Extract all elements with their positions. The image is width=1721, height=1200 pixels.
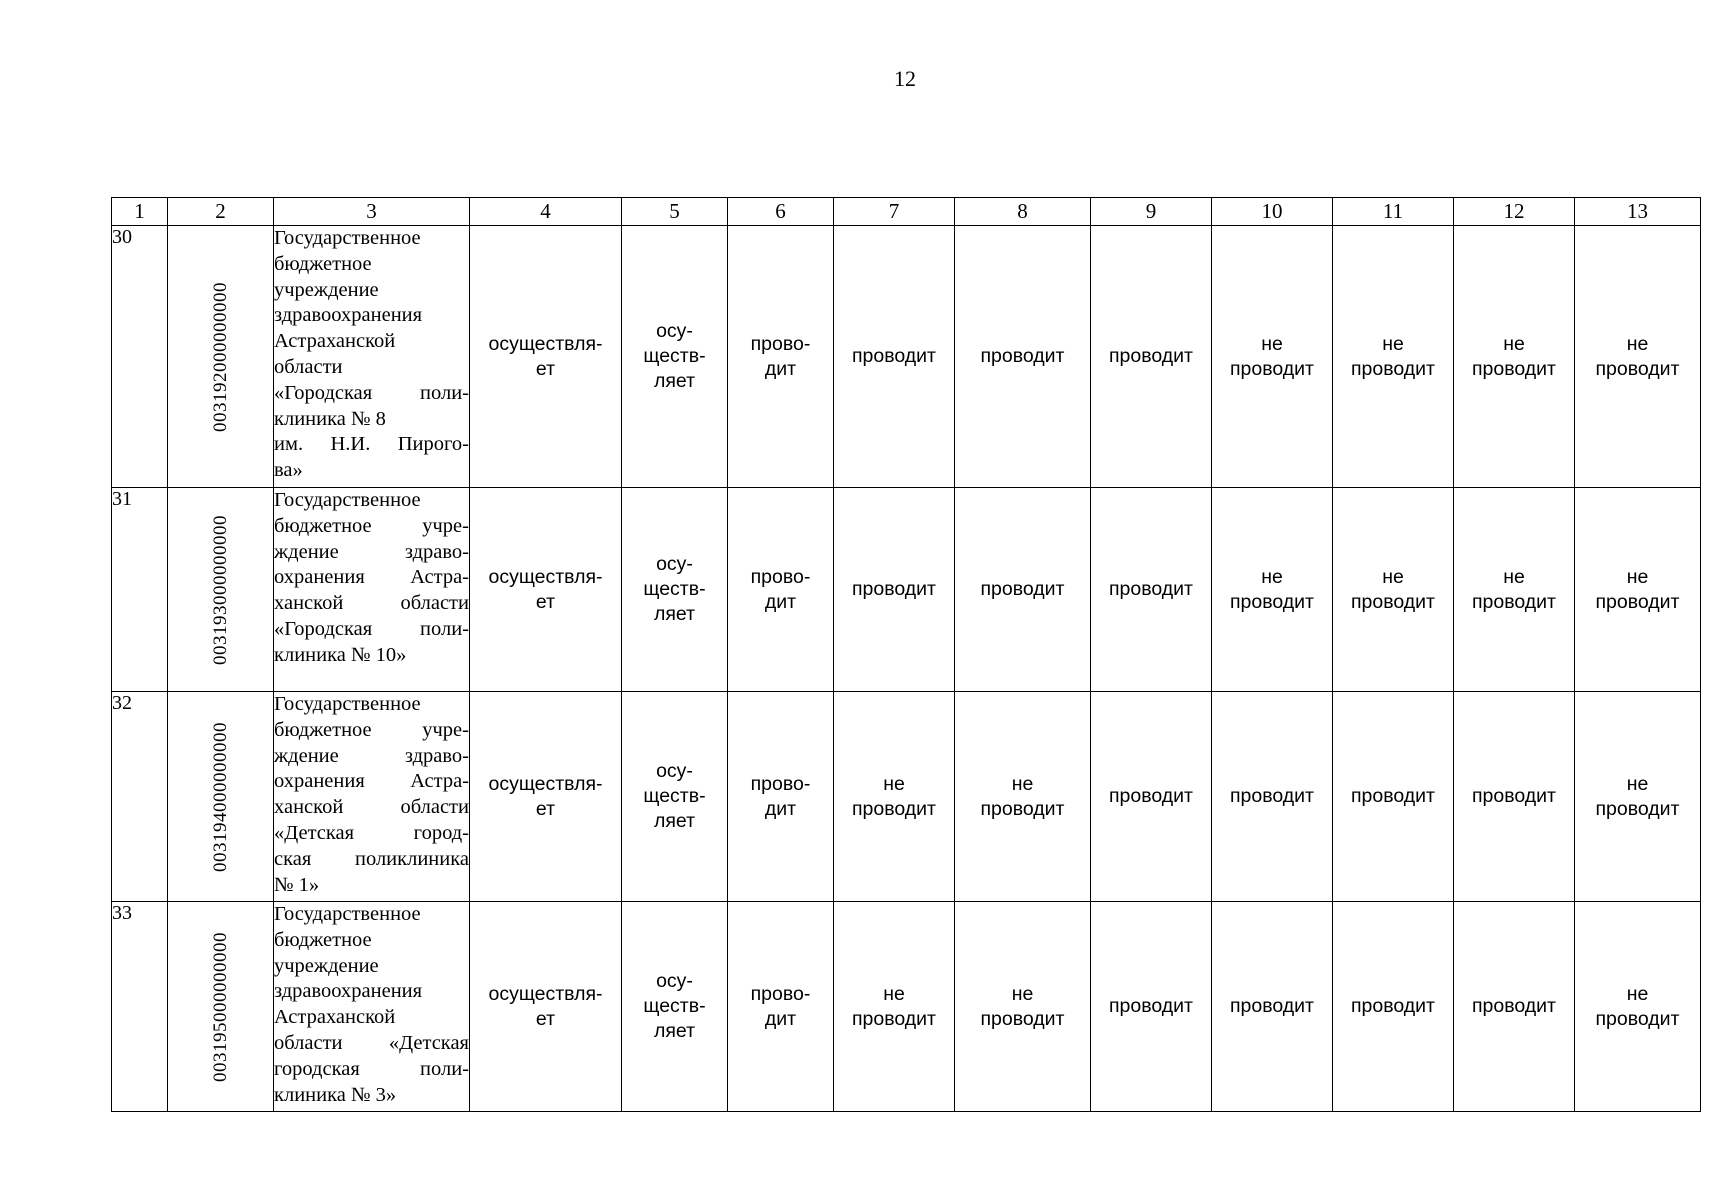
- status-text: проводит: [1350, 995, 1435, 1017]
- organization-name-line: Астраханской: [274, 1006, 396, 1029]
- status-text: не: [1382, 565, 1404, 588]
- status-text: не: [883, 772, 905, 795]
- column-header: 4: [470, 198, 622, 226]
- status-cell-col-6: [728, 902, 834, 1112]
- status-text: проводит: [980, 345, 1065, 367]
- status-text: проводит: [851, 797, 936, 820]
- status-text: проводит: [1595, 1007, 1680, 1030]
- column-header: 2: [168, 198, 274, 226]
- status-text: не: [883, 982, 905, 1005]
- organization-name-line: клиника № 3»: [274, 1083, 397, 1106]
- status-cell-col-8: [955, 226, 1091, 488]
- row-number: 32: [112, 692, 168, 902]
- status-text: проводит: [1471, 785, 1556, 807]
- status-text: не: [1503, 565, 1525, 588]
- registry-code: 003193000000000: [209, 514, 231, 665]
- status-text: проводит: [1108, 578, 1193, 600]
- status-text: осуществля-: [488, 332, 603, 355]
- registry-code-cell: [168, 902, 274, 1112]
- status-cell-col-7: [834, 902, 955, 1112]
- table-row: [112, 488, 1701, 692]
- organization-name-line: ждение здраво-: [274, 744, 469, 767]
- status-cell-col-12: [1454, 692, 1575, 902]
- organization-name-line: им. Н.И. Пирого-: [274, 433, 469, 456]
- status-cell-col-8: [955, 692, 1091, 902]
- status-text: проводит: [1350, 357, 1435, 380]
- status-text: проводит: [1595, 590, 1680, 613]
- status-text: прово-: [750, 332, 811, 355]
- organization-name-line: Государственное: [274, 489, 421, 511]
- status-cell-col-11: [1333, 692, 1454, 902]
- status-text: проводит: [980, 797, 1065, 820]
- status-text: ществ-: [643, 785, 706, 807]
- organization-name-line: ская поликлиника: [274, 847, 469, 870]
- status-text: не: [1626, 332, 1649, 355]
- status-text: проводит: [980, 1007, 1065, 1030]
- registry-code-cell: [168, 488, 274, 692]
- organization-name-line: городская поли-: [274, 1057, 469, 1080]
- status-text: осуществля-: [488, 565, 603, 588]
- status-cell-col-12: [1454, 488, 1575, 692]
- status-text: проводит: [1595, 357, 1680, 380]
- status-cell-col-7: [834, 488, 955, 692]
- organization-name-line: учреждение: [274, 278, 379, 301]
- status-text: осу-: [656, 970, 693, 992]
- status-cell-col-10: [1212, 692, 1333, 902]
- status-text: не: [1261, 332, 1283, 355]
- table-row: [112, 902, 1701, 1112]
- status-text: дит: [764, 797, 797, 820]
- status-text: проводит: [851, 345, 936, 367]
- status-cell-col-11: [1333, 902, 1454, 1112]
- status-text: проводит: [851, 578, 936, 600]
- organization-name-line: ханской области: [274, 592, 469, 615]
- organization-name-line: Государственное: [274, 693, 421, 715]
- row-number: 33: [112, 902, 168, 1112]
- status-text: не: [1626, 772, 1649, 795]
- row-number: 30: [112, 226, 168, 488]
- status-cell-col-10: [1212, 488, 1333, 692]
- column-header: 1: [112, 198, 168, 226]
- header-row: [112, 198, 1701, 226]
- status-cell-col-7: [834, 226, 955, 488]
- status-cell-col-10: [1212, 902, 1333, 1112]
- table-body: [112, 226, 1701, 1112]
- status-cell-col-4: [470, 488, 622, 692]
- status-cell-col-5: [622, 692, 728, 902]
- status-text: проводит: [851, 1007, 936, 1030]
- status-text: прово-: [750, 772, 811, 795]
- organization-name-line: Государственное: [274, 903, 421, 925]
- table-row: [112, 226, 1701, 488]
- organization-name-line: здравоохранения: [274, 304, 423, 327]
- organization-name-line: «Городская поли-: [274, 617, 469, 640]
- organization-name: [274, 226, 470, 488]
- organization-name-line: ва»: [274, 459, 303, 482]
- status-text: осуществля-: [488, 772, 603, 795]
- column-header: 7: [834, 198, 955, 226]
- status-text: осу-: [656, 553, 693, 575]
- organization-name-line: области: [274, 355, 343, 378]
- organization-name-line: «Детская город-: [274, 821, 469, 844]
- column-header: 3: [274, 198, 470, 226]
- status-text: ществ-: [643, 995, 706, 1017]
- registry-code: 003195000000000: [209, 931, 231, 1082]
- column-header: 9: [1091, 198, 1212, 226]
- status-text: не: [1382, 332, 1404, 355]
- status-text: ет: [535, 357, 556, 380]
- status-cell-col-8: [955, 902, 1091, 1112]
- status-cell-col-6: [728, 226, 834, 488]
- column-header: 12: [1454, 198, 1575, 226]
- status-text: проводит: [1108, 345, 1193, 367]
- status-cell-col-13: [1575, 692, 1701, 902]
- status-text: проводит: [1471, 590, 1556, 613]
- status-text: проводит: [1108, 785, 1193, 807]
- organization-name-line: ждение здраво-: [274, 540, 469, 563]
- status-text: проводит: [1471, 357, 1556, 380]
- status-cell-col-10: [1212, 226, 1333, 488]
- status-text: ет: [535, 797, 556, 820]
- status-text: ляет: [653, 1020, 696, 1042]
- status-text: проводит: [1471, 995, 1556, 1017]
- column-header: 5: [622, 198, 728, 226]
- organization-name-line: охранения Астра-: [274, 770, 469, 793]
- organization-name-line: ханской области: [274, 796, 469, 819]
- status-cell-col-5: [622, 902, 728, 1112]
- registry-code: 003192000000000: [209, 281, 231, 432]
- registry-code-cell: [168, 692, 274, 902]
- status-text: ет: [535, 590, 556, 613]
- status-cell-col-11: [1333, 488, 1454, 692]
- status-text: ществ-: [643, 578, 706, 600]
- status-text: ет: [535, 1007, 556, 1030]
- organization-name-line: «Городская поли-: [274, 381, 469, 404]
- status-cell-col-6: [728, 692, 834, 902]
- status-text: дит: [764, 590, 797, 613]
- organization-name-line: охранения Астра-: [274, 566, 469, 589]
- organization-name: [274, 902, 470, 1112]
- column-header: 8: [955, 198, 1091, 226]
- status-text: осу-: [656, 320, 693, 342]
- organization-name-line: здравоохранения: [274, 980, 423, 1003]
- status-cell-col-6: [728, 488, 834, 692]
- organization-name-line: № 1»: [274, 873, 320, 896]
- status-text: не: [1503, 332, 1525, 355]
- page-number: 12: [894, 66, 916, 91]
- status-text: не: [1261, 565, 1283, 588]
- status-cell-col-4: [470, 226, 622, 488]
- table-row: [112, 692, 1701, 902]
- organization-name-line: клиника № 8: [274, 407, 386, 430]
- organization-name-line: учреждение: [274, 954, 379, 977]
- status-text: не: [1011, 772, 1034, 795]
- column-header: 13: [1575, 198, 1701, 226]
- organization-name-line: области «Детская: [274, 1031, 469, 1054]
- status-cell-col-11: [1333, 226, 1454, 488]
- registry-code: 003194000000000: [209, 721, 231, 872]
- status-text: проводит: [1229, 785, 1314, 807]
- column-header: 11: [1333, 198, 1454, 226]
- status-cell-col-5: [622, 488, 728, 692]
- status-text: проводит: [1229, 357, 1314, 380]
- status-text: не: [1626, 982, 1649, 1005]
- status-text: проводит: [1229, 590, 1314, 613]
- status-text: проводит: [1229, 995, 1314, 1017]
- status-text: дит: [764, 1007, 797, 1030]
- status-text: ляет: [653, 603, 696, 625]
- status-text: проводит: [1595, 797, 1680, 820]
- status-cell-col-4: [470, 902, 622, 1112]
- status-text: проводит: [980, 578, 1065, 600]
- organization-name-line: бюджетное учре-: [274, 718, 469, 741]
- status-cell-col-5: [622, 226, 728, 488]
- status-cell-col-12: [1454, 226, 1575, 488]
- organization-name-line: бюджетное: [274, 252, 372, 275]
- status-cell-col-12: [1454, 902, 1575, 1112]
- status-cell-col-9: [1091, 692, 1212, 902]
- organization-name-line: клиника № 10»: [274, 643, 407, 666]
- status-text: осу-: [656, 760, 693, 782]
- status-text: осуществля-: [488, 982, 603, 1005]
- column-header: 6: [728, 198, 834, 226]
- status-cell-col-9: [1091, 488, 1212, 692]
- row-number: 31: [112, 488, 168, 692]
- status-text: не: [1011, 982, 1034, 1005]
- status-text: ляет: [653, 370, 696, 392]
- status-text: проводит: [1350, 590, 1435, 613]
- status-text: прово-: [750, 565, 811, 588]
- status-cell-col-13: [1575, 488, 1701, 692]
- status-text: дит: [764, 357, 797, 380]
- status-text: прово-: [750, 982, 811, 1005]
- status-text: проводит: [1350, 785, 1435, 807]
- registry-code-cell: [168, 226, 274, 488]
- status-cell-col-9: [1091, 902, 1212, 1112]
- status-cell-col-13: [1575, 226, 1701, 488]
- status-text: проводит: [1108, 995, 1193, 1017]
- organization-name-line: Астраханской: [274, 330, 396, 353]
- organization-name: [274, 488, 470, 692]
- status-text: ляет: [653, 810, 696, 832]
- organization-name-line: бюджетное учре-: [274, 514, 469, 537]
- status-cell-col-4: [470, 692, 622, 902]
- status-cell-col-13: [1575, 902, 1701, 1112]
- status-cell-col-9: [1091, 226, 1212, 488]
- organization-name-line: бюджетное: [274, 928, 372, 951]
- status-cell-col-8: [955, 488, 1091, 692]
- organization-name-line: Государственное: [274, 227, 421, 249]
- status-text: не: [1626, 565, 1649, 588]
- registry-table: [111, 197, 1701, 1112]
- status-text: ществ-: [643, 345, 706, 367]
- column-header: 10: [1212, 198, 1333, 226]
- status-cell-col-7: [834, 692, 955, 902]
- organization-name: [274, 692, 470, 902]
